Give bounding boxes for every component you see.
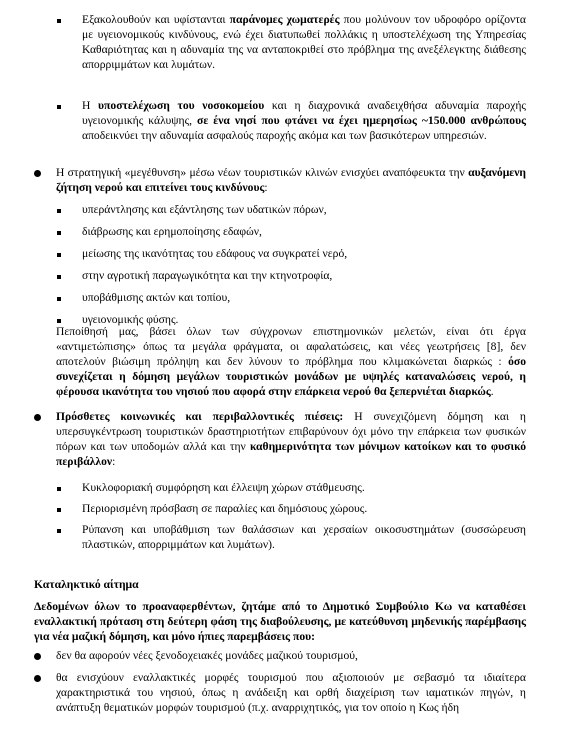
text-run: Πεποίθησή μας, βάσει όλων των σύγχρονων επιστημονικών μελετών, είναι ότι έργα «αντιμετώπισης» όπως τα μεγάλα φράγματα, οι αφαλατώσεις, και νέες γεωτρήσεις [8], δεν αποτελούν βιώσιμη πρόληψη και δεν λύνουν το πρόβλημα που κλιμακώνεται διαρκώς : (56, 325, 526, 368)
strategy-item (56, 165, 526, 195)
round-bullet-icon (34, 653, 41, 660)
square-bullet-icon (57, 275, 61, 279)
sublist-item: Περιορισμένη πρόσβαση σε παραλίες και δημόσιους χώρους. (82, 502, 368, 515)
bold-run: αυξανόμενη ζήτηση νερού και επιτείνει τους κινδύνους (56, 166, 526, 194)
subitem-text (82, 98, 526, 143)
belief-paragraph (56, 324, 526, 399)
text-run: : (264, 181, 268, 194)
final-request-item (56, 648, 526, 663)
sublist-item: Ρύπανση και υποβάθμιση των θαλάσσιων και χερσαίων οικοσυστημάτων (συσσώρευση πλαστικών, απορριμμάτων και λυμάτων). (82, 523, 526, 551)
final-item-text: δεν θα αφορούν νέες ξενοδοχειακές μονάδες μαζικού τουρισμού, (56, 649, 358, 662)
final-item-text: θα ενισχύουν εναλλακτικές μορφές τουρισμού που αξιοποιούν με σεβασμό τα ιδιαίτερα χαρακτηριστικά του νησιού, όπως η ανάδειξη και ορθή διαχείριση των ιαματικών πηγών, η ανάπτυξη θεματικών μορφών τουρισμού (π.χ. αναρριχητικός, για τον οποίο η Κως ήδη (56, 671, 526, 714)
square-bullet-icon (57, 487, 61, 491)
square-bullet-icon (57, 231, 61, 235)
text-run: που μολύνουν τον υδροφόρο ορίζοντα με υγειονομικούς κινδύνους, ενώ έχει διατυπωθεί πολλάκις η υποστελέχωση της Υπηρεσίας Καθαριότητας και η αδυναμία της να ανταποκριθεί στο πρόβλημα της ανεξέλεγκτης διάθεσης απορριμμάτων και λυμάτων. (82, 13, 527, 71)
text-run: Η (82, 99, 99, 112)
sublist-item: υποβάθμισης ακτών και τοπίου, (82, 291, 231, 304)
square-bullet-icon (57, 508, 61, 512)
pressures-text (56, 409, 526, 469)
subitem-illegal-dumps (82, 12, 526, 72)
bold-run: υποστελέχωση του νοσοκομείου (98, 99, 265, 112)
belief-text (56, 324, 526, 399)
square-bullet-icon (57, 297, 61, 301)
square-bullet-icon (57, 209, 61, 213)
sublist-item: υγειονομικής φύσης. (82, 313, 179, 326)
text-run: Εξακολουθούν και υφίστανται (82, 13, 230, 26)
sublist-item: υπεράντλησης και εξάντλησης των υδατικών πόρων, (82, 203, 327, 216)
square-bullet-icon (57, 105, 61, 109)
bold-run: σε ένα νησί που φτάνει να έχει ημερησίως ~150.000 ανθρώπους (197, 114, 526, 127)
strategy-text (56, 165, 526, 195)
final-request-intro (34, 599, 526, 644)
subitem-text (82, 12, 526, 72)
text-run: και η διαχρονικά αναδειχθήσα αδυναμία παροχής υγειονομικής κάλυψης, (82, 99, 526, 127)
text-run: : (112, 455, 116, 468)
final-request-item (56, 670, 526, 715)
bold-run: καθημερινότητα των μόνιμων κατοίκων και το φυσικό περιβάλλον (56, 440, 526, 468)
bold-run: παράνομες χωματερές (229, 13, 340, 26)
square-bullet-icon (57, 529, 61, 533)
final-request-heading (34, 577, 526, 592)
round-bullet-icon (34, 170, 41, 177)
sublist-item: στην αγροτική παραγωγικότητα και την κτηνοτροφία, (82, 269, 333, 282)
intro-text: Δεδομένων όλων το προαναφερθέντων, ζητάμε από το Δημοτικό Συμβούλιο Κω να καταθέσει εναλλακτική πρόταση στη δεύτερη φάση της διαβούλευσης, με κατεύθυνση μηδενικής παρέμβασης για νέα μαζική δόμηση, και μόνο ήπιες παρεμβάσεις που: (34, 600, 526, 643)
text-run: Η συνεχιζόμενη δόμηση και η υπερσυγκέντρωση τουριστικών δραστηριοτήτων επιβαρύνουν όχι μόνο την επάρκεια των φυσικών πόρων και των υποδομών αλλά και την (56, 410, 526, 453)
sublist-item: μείωσης της ικανότητας του εδάφους να συγκρατεί νερό, (82, 247, 348, 260)
bold-run: όσο συνεχίζεται η δόμηση μεγάλων τουριστικών μονάδων με υψηλές καταναλώσεις νερού, η φέρουσα ικανότητα του νησιού που αφορά στην επάρκεια νερού θα ξεπερνιέται διαρκώς (56, 355, 526, 398)
bold-run: Πρόσθετες κοινωνικές και περιβαλλοντικές πιέσεις: (56, 410, 344, 423)
sublist-item: Κυκλοφοριακή συμφόρηση και έλλειψη χώρων στάθμευσης. (82, 481, 365, 494)
pressures-item (56, 409, 526, 469)
subitem-hospital-understaffing (82, 98, 526, 143)
text-run: Η στρατηγική «μεγέθυνση» μέσω νέων τουριστικών κλινών ενισχύει αναπόφευκτα την (56, 166, 469, 179)
sublist-item: διάβρωσης και ερημοποίησης εδαφών, (82, 225, 262, 238)
round-bullet-icon (34, 414, 41, 421)
square-bullet-icon (57, 253, 61, 257)
heading-text: Καταληκτικό αίτημα (34, 578, 139, 591)
square-bullet-icon (57, 319, 61, 323)
round-bullet-icon (34, 675, 41, 682)
square-bullet-icon (57, 19, 61, 23)
text-run: αποδεικνύει την αδυναμία ασφαλούς παροχής ακόμα και των βασικότερων υπηρεσιών. (82, 129, 487, 142)
text-run: . (490, 385, 494, 398)
